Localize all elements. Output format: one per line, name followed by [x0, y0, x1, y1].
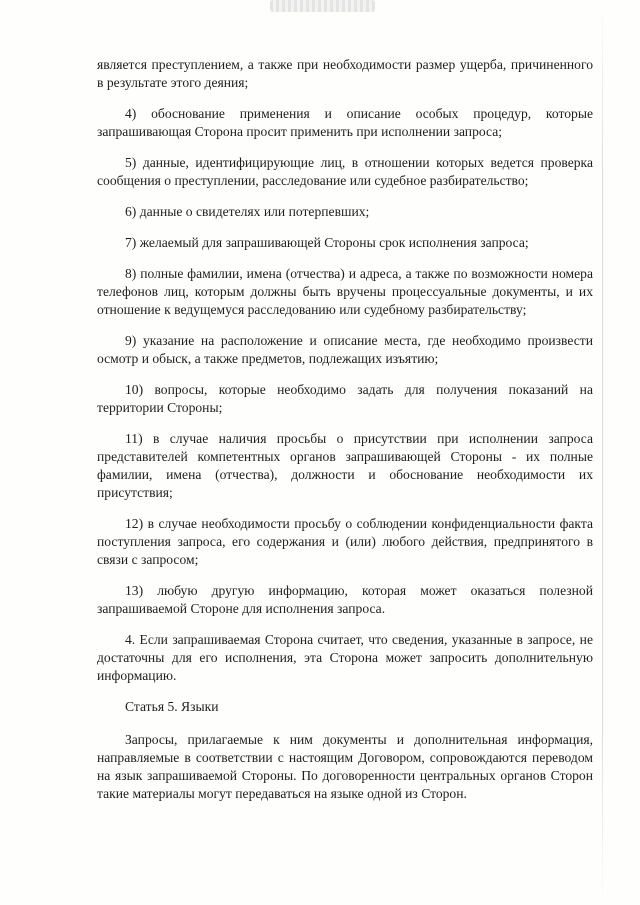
paragraph-clause-4: 4. Если запрашиваемая Сторона считает, что сведения, указанные в запросе, не достаточны для его исполнения, эта Сторона может запросить дополнительную информацию. [97, 632, 593, 683]
paragraph-item-10: 10) вопросы, которые необходимо задать для получения показаний на территории Стороны; [97, 382, 593, 415]
paragraph-continuation: является преступлением, а также при необходимости размер ущерба, причиненного в результате этого деяния; [97, 57, 593, 90]
paragraph-item-12: 12) в случае необходимости просьбу о соблюдении конфиденциальности факта поступления запроса, его содержания и (или) любого действия, предпринятого в связи с запросом; [97, 516, 593, 567]
scan-header-mark [270, 0, 375, 12]
paragraph-item-11: 11) в случае наличия просьбы о присутствии при исполнении запроса представителей компетентных органов запрашивающей Стороны - их полные фамилии, имена (отчества), должности и обоснование необходимости их присутствия; [97, 431, 593, 500]
paragraph-item-13: 13) любую другую информацию, которая может оказаться полезной запрашиваемой Стороне для исполнения запроса. [97, 583, 593, 616]
article-paragraph: Запросы, прилагаемые к ним документы и дополнительная информация, направляемые в соответствии с настоящим Договором, сопровождаются переводом на язык запрашиваемой Стороны. По договоренности центральных органов Сторон такие материалы могут передаваться на языке одной из Сторон. [97, 732, 593, 801]
paragraph-item-8: 8) полные фамилии, имена (отчества) и адреса, а также по возможности номера телефонов лиц, которым должны быть вручены процессуальные документы, и их отношение к ведущемуся расследованию или судебному разбирательству; [97, 266, 593, 317]
scan-edge-line [602, 0, 603, 905]
paragraph-item-5: 5) данные, идентифицирующие лиц, в отношении которых ведется проверка сообщения о преступлении, расследование или судебное разбирательство; [97, 155, 593, 188]
article-heading: Статья 5. Языки [125, 699, 219, 714]
paragraph-item-9: 9) указание на расположение и описание места, где необходимо произвести осмотр и обыск, а также предметов, подлежащих изъятию; [97, 333, 593, 366]
document-body [97, 56, 593, 816]
paragraph-item-4: 4) обоснование применения и описание особых процедур, которые запрашивающая Сторона просит применить при исполнении запроса; [97, 106, 593, 139]
paragraph-item-7: 7) желаемый для запрашивающей Стороны срок исполнения запроса; [125, 235, 529, 250]
paragraph-item-6: 6) данные о свидетелях или потерпевших; [125, 204, 370, 219]
